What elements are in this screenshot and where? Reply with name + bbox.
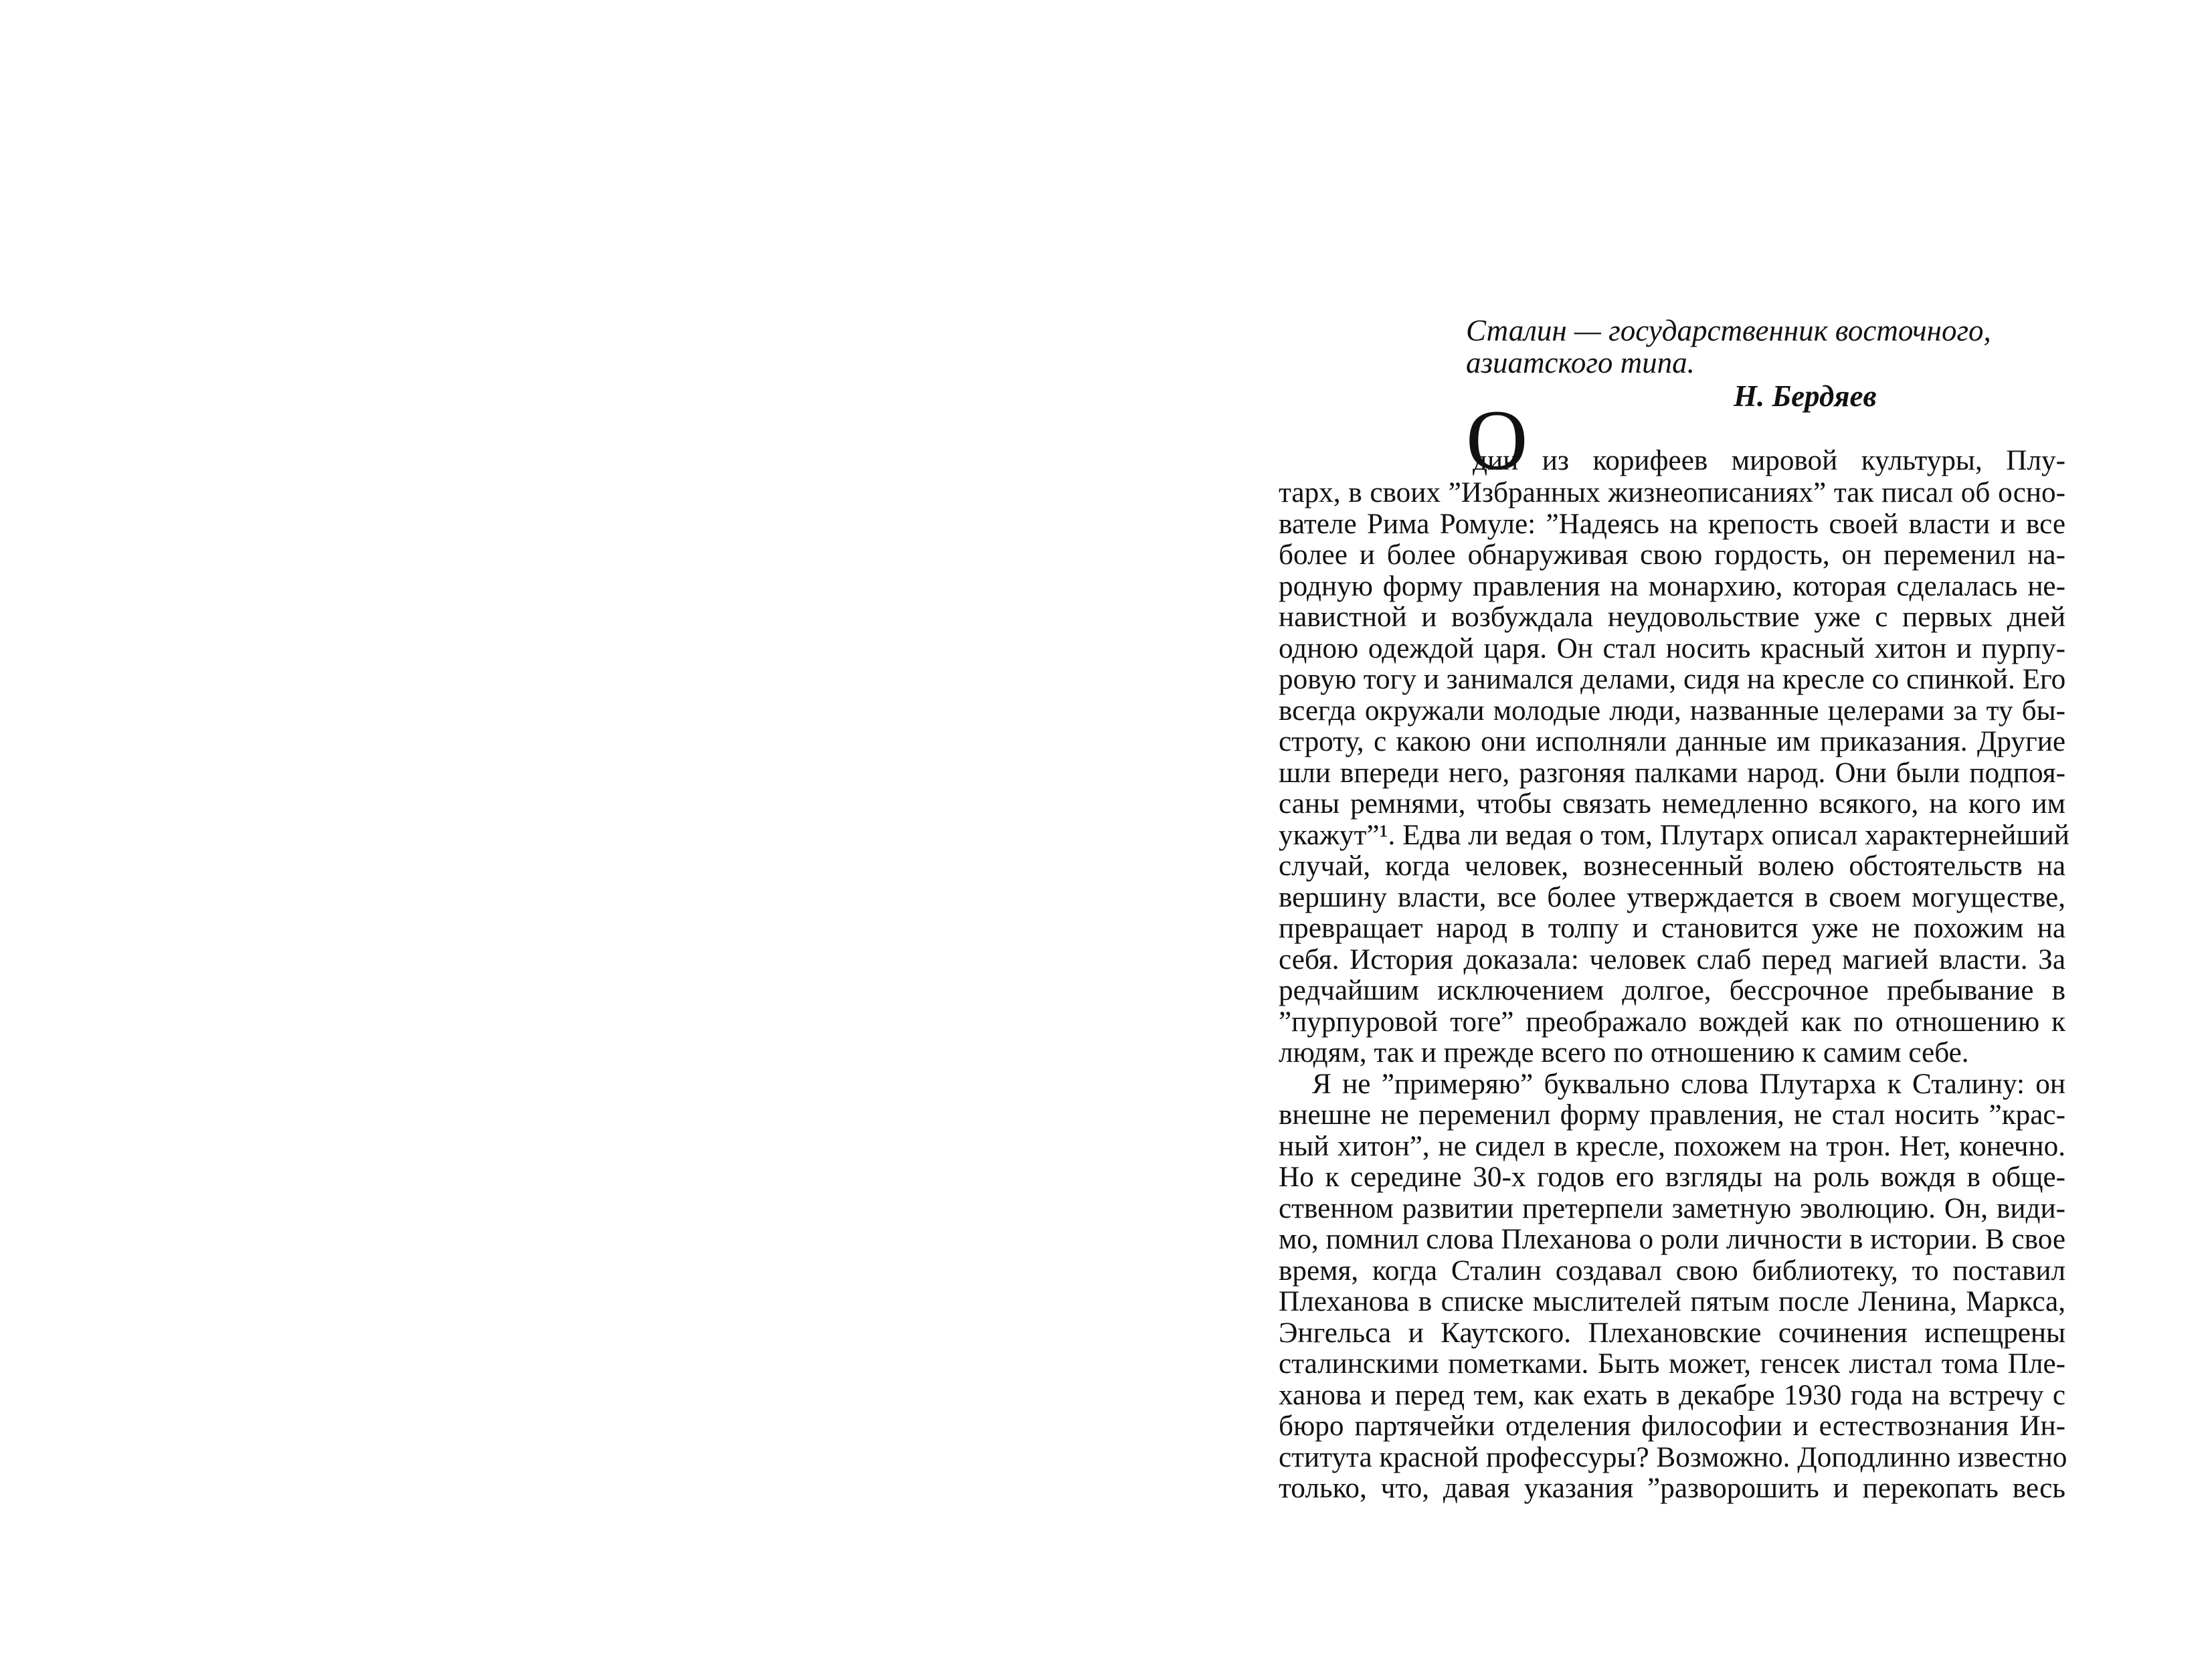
- text-line: Я не ”примеряю” буквально слова Плутарха к Сталину: он: [1312, 1068, 2065, 1100]
- epigraph: [1466, 314, 2065, 413]
- text-line: ”пурпуровой тоге” преображало вождей как по отношению к: [1279, 1006, 2065, 1038]
- text-line: саны ремнями, чтобы связать немедленно всякого, на кого им: [1279, 788, 2065, 820]
- first-line-text: дин из корифеев мировой культуры, Плу-: [1473, 445, 2065, 476]
- text-line: ститута красной профессуры? Возможно. Доподлинно известно: [1279, 1441, 2067, 1473]
- epigraph-line: Сталин — государственник восточного,: [1466, 314, 1991, 347]
- text-line: Плеханова в списке мыслителей пятым после Ленина, Маркса,: [1279, 1286, 2065, 1317]
- text-line: превращает народ в толпу и становится уже не похожим на: [1279, 913, 2065, 944]
- text-line: бюро партячейки отделения философии и естествознания Ин-: [1279, 1410, 2065, 1442]
- text-line: укажут”¹. Едва ли ведая о том, Плутарх описал характернейший: [1279, 819, 2069, 851]
- text-line: мо, помнил слова Плеханова о роли личности в истории. В свое: [1279, 1224, 2065, 1255]
- text-line: родную форму правления на монархию, которая сделалась не-: [1279, 570, 2065, 602]
- text-line: шли впереди него, разгоняя палками народ. Они были подпоя-: [1279, 757, 2065, 789]
- text-line: редчайшим исключением долгое, бессрочное пребывание в: [1279, 975, 2065, 1006]
- text-line: случай, когда человек, вознесенный волею обстоятельств на: [1279, 850, 2065, 882]
- text-line: только, что, давая указания ”разворошить и перекопать весь: [1279, 1473, 2065, 1504]
- drop-cap: О: [1466, 393, 1528, 488]
- text-line: Но к середине 30-х годов его взгляды на роль вождя в обще-: [1279, 1161, 2065, 1193]
- text-line: вершину власти, все более утверждается в своем могуществе,: [1279, 881, 2065, 913]
- epigraph-line: азиатского типа.: [1466, 346, 1695, 379]
- text-line: вателе Рима Ромуле: ”Надеясь на крепость своей власти и все: [1279, 508, 2065, 540]
- text-line: себя. История доказала: человек слаб перед магией власти. За: [1279, 943, 2065, 975]
- text-line: сталинскими пометками. Быть может, генсек листал тома Пле-: [1279, 1348, 2065, 1380]
- epigraph-author: Н. Бердяев: [1734, 379, 1877, 413]
- text-line: ровую тогу и занимался делами, сидя на кресле со спинкой. Его: [1279, 664, 2066, 695]
- text-line: всегда окружали молодые люди, названные целерами за ту бы-: [1279, 694, 2065, 727]
- paragraph-2: [1279, 1069, 2065, 1505]
- text-line: более и более обнаруживая свою гордость, он переменил на-: [1279, 539, 2065, 571]
- text-line: одною одеждой царя. Он стал носить красный хитон и пурпу-: [1279, 632, 2065, 664]
- text-line-last: людям, так и прежде всего по отношению к самим себе.: [1279, 1037, 1969, 1068]
- text-line: внешне не переменил форму правления, не стал носить ”крас-: [1279, 1099, 2065, 1131]
- text-line: ственном развитии претерпели заметную эволюцию. Он, види-: [1279, 1192, 2065, 1224]
- text-column: [1279, 314, 2069, 1505]
- text-line: Энгельса и Каутского. Плехановские сочинения испещрены: [1279, 1317, 2065, 1349]
- text-line: время, когда Сталин создавал свою библиотеку, то поставил: [1279, 1254, 2065, 1287]
- text-line: строту, с какою они исполняли данные им приказания. Другие: [1279, 726, 2065, 757]
- text-line: тарх, в своих ”Избранных жизнеописаниях” так писал об осно-: [1279, 477, 2065, 508]
- text-line: ханова и перед тем, как ехать в декабре 1930 года на встречу с: [1279, 1379, 2065, 1411]
- text-line: навистной и возбуждала неудовольствие уже с первых дней: [1279, 601, 2065, 633]
- text-line: ный хитон”, не сидел в кресле, похожем на трон. Нет, конечно.: [1279, 1130, 2065, 1162]
